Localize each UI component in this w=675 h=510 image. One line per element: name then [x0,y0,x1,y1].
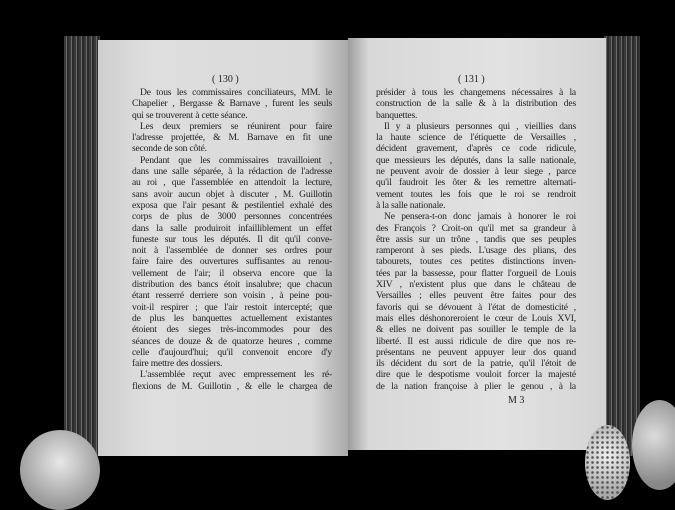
left-thumb [20,430,100,510]
text-line: qu'il faudroit les ôter & les remettre alternati- [376,177,576,189]
text-line: vement toutes les fois que le roi se rendroit [376,188,576,200]
left-page [98,40,348,456]
text-line: présentans ne peuvent appuyer leur dos quand [376,346,576,358]
text-line: Pendant que les commissaires travailloient , [140,154,332,166]
text-line: l'adresse projettée, & M. Barnave en fit une [132,132,332,144]
text-line: des François ? Croit-on qu'il met sa grandeur à [376,222,576,234]
text-line: De tous les commissaires conciliateurs, MM. le [140,87,332,98]
text-line: tées par la bassesse, pour flatter l'orgueil de Louis [376,267,576,279]
text-line: banquettes. [376,109,418,121]
text-line: Ne pensera-t-on donc jamais à honorer le roi [384,211,576,223]
text-line: dans la salle produiroit infailliblement un effet [132,222,332,234]
text-line: seconde de son côté. [132,143,207,155]
text-line: de plus les banquettes actuellement existantes [132,312,332,324]
right-page-text [376,87,576,392]
text-line: voit-il respirer ; que l'air restoit intercepté; que [132,301,332,313]
text-line: qui se trouverent à cette séance. [132,109,248,121]
text-line: favoris qui se dévouent à l'état de domesticité , [376,301,576,313]
text-line: être assis sur un trône , tandis que ses peuples [376,233,576,245]
text-line: distribution des bancs étoit insalubre; que chacun [132,279,332,291]
text-line: que messieurs les députés, dans la salle nationale, [376,154,576,166]
left-page-text [132,87,332,392]
text-line: funeste sur tous les députés. Il dit qu'il conve- [132,233,332,245]
text-line: sans avoir aucun objet à discuter , M. Guillotin [132,188,332,200]
text-line: L'assemblée reçut avec empressement les ré- [140,369,332,381]
text-line: vellement de l'air; il observa encore que la [132,267,332,279]
text-line: dire que le despotisme vouloit forcer la majesté [376,369,576,381]
text-line: étoient des sieges très-incommodes pour des [132,324,332,336]
text-line: XIV , n'existent plus que dans le château de [376,279,576,291]
signature-mark: M 3 [508,395,525,406]
text-line: liberté. Il est aussi ridicule de dire que nos re- [376,335,576,347]
text-line: décident gravement, d'après ce code ridicule, [376,143,576,155]
text-line: exposa que l'air pesant & pestilentiel exhalé des [132,199,332,211]
text-line: ne peuvent avoir de dossier à leur siege , parce [376,166,576,178]
text-line: à la salle nationale. [376,199,446,211]
text-line: la haute science de l'étiquette de Versailles , [376,132,576,144]
page-number-left: ( 130 ) [212,74,239,85]
text-line: flexions de M. Guillotin , & elle le chargea de [132,380,332,392]
right-thumb [585,425,630,500]
text-line: ils décident du sort de la patrie, qu'il l'étoit de [376,358,576,370]
text-line: de la nation françoise à plier le genou , à la [376,380,576,392]
text-line: étant resserré derriere son voisin , à peine pou- [132,290,332,302]
text-line: faire faire des ouvertures suffisantes au renou- [132,256,332,268]
text-line: Les deux premiers se réunirent pour faire [140,120,332,132]
text-line: tabourets, toutes ces petites distinctions inven- [376,256,576,268]
right-finger [632,400,675,490]
text-line: construction de la salle & à la distribution des [376,98,576,110]
text-line: Versailles ; elles peuvent être faites pour des [376,290,576,302]
text-line: au roi , que l'assemblée en attendoit la lecture, [132,177,332,189]
text-line: ramperont à ses pieds. L'usage des plians, des [376,245,576,257]
text-line: celle d'aujourd'hui; qu'il convenoit encore d'y [132,346,332,358]
page-number-right: ( 131 ) [458,74,485,85]
text-line: corps de plus de 3000 personnes concentrées [132,211,332,223]
right-page [348,38,606,450]
left-page-edges [64,36,100,456]
text-line: séances de douze & de quatorze heures , comme [132,335,332,347]
text-line: dans une salle séparée, à la rédaction de l'adresse [132,166,332,178]
text-line: noit à l'assemblée de donner ses ordres pour [132,245,332,257]
text-line: & elles ne doivent pas souiller le temple de la [376,324,576,336]
text-line: Chapelier , Bergasse & Barnave , furent les seuls [132,98,332,110]
text-line: présider à tous les changemens nécessaires à la [376,87,576,98]
text-line: Il y a plusieurs personnes qui , vieillies dans [384,120,576,132]
text-line: faire mettre des dossiers. [132,358,223,370]
text-line: mais elles déshonoreroient le cœur de Louis XVI, [376,312,576,324]
right-page-edges [604,36,640,456]
